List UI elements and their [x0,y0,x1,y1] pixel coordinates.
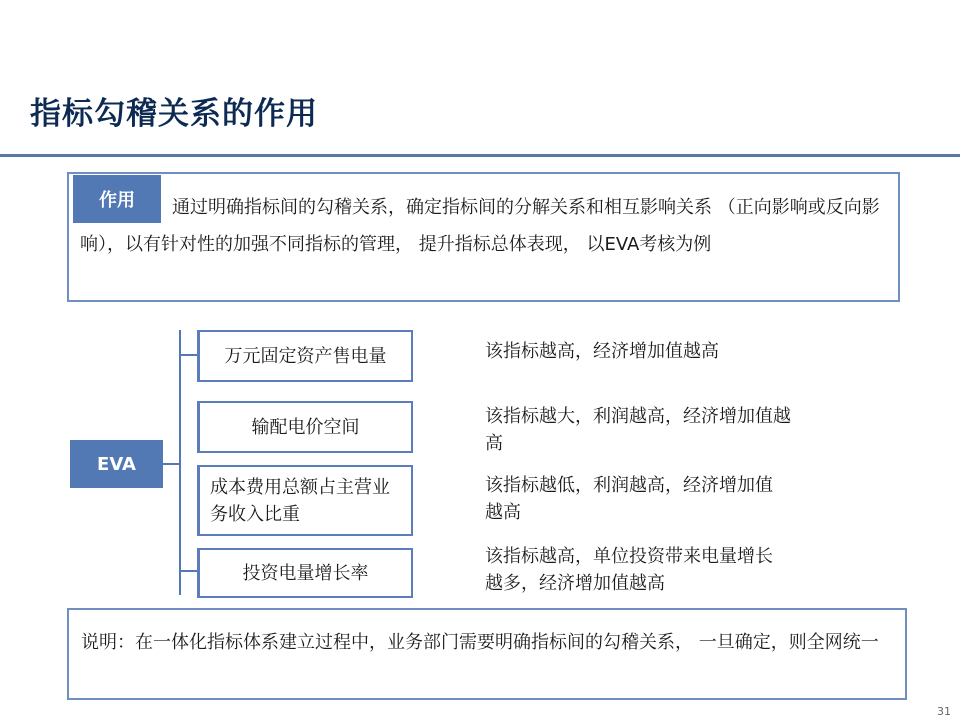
indicator-label: 输配电价空间 [251,416,360,438]
indicator-box-2 [197,401,413,453]
connector-root [163,463,180,465]
effect-text-2: 该指标越大，利润越高，经济增加值越高 [485,406,791,454]
indicator-label: 万元固定资产售电量 [224,345,387,367]
indicator-label: 投资电量增长率 [242,562,369,584]
indicator-box-1 [197,330,413,382]
effect-text-1: 该指标越高，经济增加值越高 [485,341,719,362]
intro-text: 通过明确指标间的勾稽关系，确定指标间的分解关系和相互影响关系 （正向影响或反向影响），以有针对性的加强不同指标的管理， 提升指标总体表现， 以EVA考核为例 [80,197,880,255]
connector-trunk [179,330,181,595]
connector-branch-4 [179,570,197,572]
intro-tag: 作用 [73,175,161,223]
eva-node: EVA [70,440,163,488]
indicator-box-3 [197,465,413,536]
page-title: 指标勾稽关系的作用 [30,96,318,132]
title-divider [0,154,960,157]
connector-branch-1 [179,354,197,356]
note-box: 说明：在一体化指标体系建立过程中，业务部门需要明确指标间的勾稽关系， 一旦确定，则全网统一 [67,608,907,700]
effect-text-3: 该指标越低，利润越高，经济增加值越高 [485,475,773,523]
indicator-box-4 [197,548,413,598]
page-number: 31 [937,705,951,718]
indicator-label: 成本费用总额占主营业务收入比重 [210,476,390,525]
effect-text-4: 该指标越高，单位投资带来电量增长越多，经济增加值越高 [485,546,773,594]
